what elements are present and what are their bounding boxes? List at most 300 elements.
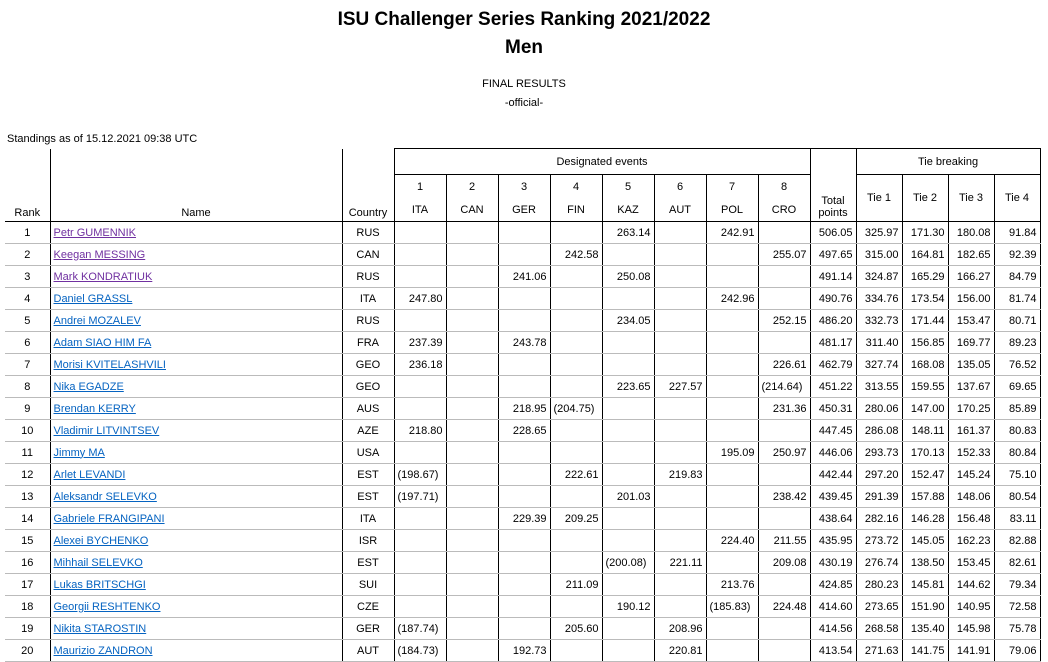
table-row [5,288,1040,310]
total-points-cell: 413.54 [810,640,856,662]
skater-link[interactable]: Morisi KVITELASHVILI [53,358,166,371]
event-score-cell [394,398,446,420]
tie-value-cell: 92.39 [994,244,1040,266]
skater-link[interactable]: Mihhail SELEVKO [53,556,143,569]
skater-link[interactable]: Maurizio ZANDRON [53,644,153,657]
event-score-cell [602,618,654,640]
tie-value-cell: 171.30 [902,222,948,244]
rank-cell: 13 [5,486,50,508]
tie-value-cell: 72.58 [994,596,1040,618]
tie-value-cell: 276.74 [856,552,902,574]
table-row [5,310,1040,332]
event-score-cell [446,332,498,354]
event-score-cell [758,288,810,310]
tie-value-cell: 159.55 [902,376,948,398]
event-score-cell: 238.42 [758,486,810,508]
event-score-cell [654,398,706,420]
tie-value-cell: 146.28 [902,508,948,530]
tie-value-cell: 145.24 [948,464,994,486]
tie-value-cell: 170.25 [948,398,994,420]
rank-cell: 12 [5,464,50,486]
country-cell: CAN [342,244,394,266]
event-score-cell [602,332,654,354]
event-score-cell [394,310,446,332]
tie-value-cell: 91.84 [994,222,1040,244]
total-points-cell: 481.17 [810,332,856,354]
event-score-cell: 250.08 [602,266,654,288]
event-score-cell [446,288,498,310]
event-score-cell [550,420,602,442]
event-score-cell [706,486,758,508]
event-score-cell: 218.80 [394,420,446,442]
event-code: CRO [758,199,810,222]
final-results-label: FINAL RESULTS [482,78,566,90]
name-cell [50,420,342,442]
event-score-cell [654,486,706,508]
skater-link[interactable]: Andrei MOZALEV [53,314,141,327]
event-score-cell [550,530,602,552]
tie-value-cell: 80.54 [994,486,1040,508]
table-row [5,332,1040,354]
table-row [5,596,1040,618]
event-score-cell [394,266,446,288]
name-cell [50,574,342,596]
event-score-cell [446,376,498,398]
event-score-cell: 192.73 [498,640,550,662]
tie-value-cell: 81.74 [994,288,1040,310]
country-cell: RUS [342,310,394,332]
tie-value-cell: 297.20 [856,464,902,486]
event-score-cell [446,222,498,244]
event-score-cell: 209.25 [550,508,602,530]
rank-header: Rank [5,149,50,222]
event-code: POL [706,199,758,222]
event-number: 5 [602,175,654,200]
total-points-cell: 435.95 [810,530,856,552]
tie-header: Tie 4 [994,175,1040,222]
tie-value-cell: 80.84 [994,442,1040,464]
event-score-cell: 242.96 [706,288,758,310]
event-score-cell: 241.06 [498,266,550,288]
event-score-cell [602,354,654,376]
event-score-cell [706,552,758,574]
total-points-cell: 451.22 [810,376,856,398]
tie-value-cell: 75.10 [994,464,1040,486]
skater-link[interactable]: Alexei BYCHENKO [53,534,149,547]
tie-value-cell: 152.47 [902,464,948,486]
skater-link[interactable]: Keegan MESSING [53,248,146,261]
event-score-cell [654,530,706,552]
page-title: ISU Challenger Series Ranking 2021/2022 [337,9,711,30]
tie-value-cell: 286.08 [856,420,902,442]
tie-value-cell: 166.27 [948,266,994,288]
event-score-cell: 219.83 [654,464,706,486]
event-score-cell: 208.96 [654,618,706,640]
event-score-cell [706,640,758,662]
rank-cell: 5 [5,310,50,332]
event-score-cell [654,266,706,288]
event-score-cell: 223.65 [602,376,654,398]
name-header: Name [50,149,342,222]
country-cell: ISR [342,530,394,552]
event-score-cell [758,420,810,442]
rank-cell: 20 [5,640,50,662]
skater-link[interactable]: Nika EGADZE [53,380,124,393]
rank-cell: 15 [5,530,50,552]
event-score-cell [498,618,550,640]
event-score-cell [550,596,602,618]
skater-link[interactable]: Petr GUMENNIK [53,226,137,239]
table-row [5,552,1040,574]
table-row [5,574,1040,596]
tie-value-cell: 69.65 [994,376,1040,398]
event-score-cell [550,376,602,398]
tie-value-cell: 324.87 [856,266,902,288]
country-cell: EST [342,552,394,574]
tie-value-cell: 79.34 [994,574,1040,596]
tie-value-cell: 156.48 [948,508,994,530]
tie-value-cell: 273.72 [856,530,902,552]
event-score-cell [654,508,706,530]
rank-cell: 9 [5,398,50,420]
total-points-cell: 486.20 [810,310,856,332]
country-cell: AZE [342,420,394,442]
event-score-cell [706,464,758,486]
rank-cell: 7 [5,354,50,376]
event-score-cell [446,618,498,640]
event-score-cell [654,222,706,244]
tie-value-cell: 137.67 [948,376,994,398]
tie-value-cell: 311.40 [856,332,902,354]
event-score-cell [758,266,810,288]
event-score-cell: 247.80 [394,288,446,310]
table-row [5,486,1040,508]
official-label: -official- [504,97,544,109]
tie-value-cell: 180.08 [948,222,994,244]
country-cell: GEO [342,354,394,376]
total-points-cell: 430.19 [810,552,856,574]
event-score-cell: 242.91 [706,222,758,244]
event-score-cell [550,552,602,574]
event-score-cell [446,442,498,464]
event-code: GER [498,199,550,222]
rank-cell: 11 [5,442,50,464]
country-header: Country [342,149,394,222]
name-cell [50,508,342,530]
tie-value-cell: 138.50 [902,552,948,574]
tie-value-cell: 84.79 [994,266,1040,288]
rank-cell: 14 [5,508,50,530]
country-cell: USA [342,442,394,464]
event-score-cell: (187.74) [394,618,446,640]
tie-value-cell: 83.11 [994,508,1040,530]
event-code: KAZ [602,199,654,222]
name-cell [50,530,342,552]
total-points-cell: 491.14 [810,266,856,288]
event-score-cell [394,442,446,464]
event-score-cell [706,618,758,640]
skater-link[interactable]: Vladimir LITVINTSEV [53,424,160,437]
event-score-cell [550,332,602,354]
tie-value-cell: 313.55 [856,376,902,398]
total-points-cell: 438.64 [810,508,856,530]
event-score-cell [446,310,498,332]
tie-value-cell: 144.62 [948,574,994,596]
name-cell [50,354,342,376]
skater-link[interactable]: Mark KONDRATIUK [53,270,153,283]
name-cell [50,464,342,486]
event-code: ITA [394,199,446,222]
skater-link[interactable]: Arlet LEVANDI [53,468,126,481]
table-row [5,618,1040,640]
event-score-cell [602,244,654,266]
event-score-cell: 211.55 [758,530,810,552]
event-score-cell [706,244,758,266]
total-points-cell: 462.79 [810,354,856,376]
event-score-cell [550,640,602,662]
event-score-cell: 243.78 [498,332,550,354]
table-row [5,530,1040,552]
name-cell [50,596,342,618]
table-row [5,376,1040,398]
event-number: 1 [394,175,446,200]
table-row [5,244,1040,266]
event-score-cell [654,354,706,376]
event-score-cell: 226.61 [758,354,810,376]
total-points-cell: 490.76 [810,288,856,310]
skater-link[interactable]: Aleksandr SELEVKO [53,490,157,503]
event-score-cell: 229.39 [498,508,550,530]
country-cell: GEO [342,376,394,398]
event-score-cell: 222.61 [550,464,602,486]
tie-header: Tie 3 [948,175,994,222]
total-points-cell: 414.56 [810,618,856,640]
tie-value-cell: 153.45 [948,552,994,574]
event-score-cell: 205.60 [550,618,602,640]
rank-cell: 1 [5,222,50,244]
event-score-cell [706,420,758,442]
total-points-cell: 450.31 [810,398,856,420]
event-score-cell: 263.14 [602,222,654,244]
event-score-cell [498,288,550,310]
tie-value-cell: 152.33 [948,442,994,464]
event-score-cell [498,596,550,618]
event-score-cell [550,266,602,288]
event-score-cell [654,332,706,354]
name-cell [50,332,342,354]
name-cell [50,552,342,574]
name-cell [50,486,342,508]
event-score-cell: 218.95 [498,398,550,420]
event-score-cell [550,442,602,464]
page-subtitle: Men [505,37,543,58]
event-score-cell [602,288,654,310]
rank-cell: 17 [5,574,50,596]
country-cell: RUS [342,222,394,244]
event-score-cell: 227.57 [654,376,706,398]
event-score-cell [498,486,550,508]
tie-value-cell: 169.77 [948,332,994,354]
tie-value-cell: 148.06 [948,486,994,508]
name-cell [50,618,342,640]
event-score-cell [654,442,706,464]
tie-value-cell: 282.16 [856,508,902,530]
event-score-cell [498,222,550,244]
name-cell [50,266,342,288]
event-score-cell [498,310,550,332]
tie-value-cell: 325.97 [856,222,902,244]
event-score-cell [446,464,498,486]
skater-link[interactable]: Daniel GRASSL [53,292,133,305]
event-number: 2 [446,175,498,200]
event-score-cell [550,310,602,332]
event-score-cell [394,222,446,244]
tie-value-cell: 156.00 [948,288,994,310]
event-score-cell [602,508,654,530]
total-points-cell: 442.44 [810,464,856,486]
tie-value-cell: 291.39 [856,486,902,508]
tie-value-cell: 85.89 [994,398,1040,420]
tie-value-cell: 161.37 [948,420,994,442]
rank-cell: 19 [5,618,50,640]
tie-value-cell: 273.65 [856,596,902,618]
event-score-cell [446,530,498,552]
tie-value-cell: 168.08 [902,354,948,376]
tie-value-cell: 268.58 [856,618,902,640]
skater-link[interactable]: Jimmy MA [53,446,105,459]
event-score-cell [706,310,758,332]
name-cell [50,398,342,420]
event-score-cell [550,354,602,376]
country-cell: EST [342,486,394,508]
tie-value-cell: 164.81 [902,244,948,266]
table-row [5,222,1040,244]
event-score-cell [602,530,654,552]
event-score-cell [706,376,758,398]
event-score-cell [446,244,498,266]
table-row [5,508,1040,530]
tie-value-cell: 148.11 [902,420,948,442]
tie-value-cell: 171.44 [902,310,948,332]
tie-value-cell: 332.73 [856,310,902,332]
tie-value-cell: 75.78 [994,618,1040,640]
event-score-cell [706,332,758,354]
country-cell: ITA [342,508,394,530]
country-cell: FRA [342,332,394,354]
skater-link[interactable]: Gabriele FRANGIPANI [53,512,165,525]
event-score-cell [706,354,758,376]
table-row [5,354,1040,376]
rank-cell: 2 [5,244,50,266]
tie-value-cell: 80.83 [994,420,1040,442]
tie-value-cell: 135.05 [948,354,994,376]
tie-value-cell: 80.71 [994,310,1040,332]
event-score-cell [758,508,810,530]
event-score-cell: 190.12 [602,596,654,618]
event-score-cell [654,310,706,332]
event-score-cell: 252.15 [758,310,810,332]
rank-cell: 16 [5,552,50,574]
tie-value-cell: 79.06 [994,640,1040,662]
total-points-cell: 424.85 [810,574,856,596]
table-row [5,398,1040,420]
event-score-cell: 237.39 [394,332,446,354]
skater-link[interactable]: Georgii RESHTENKO [53,600,161,613]
tie-value-cell: 293.73 [856,442,902,464]
name-cell [50,442,342,464]
country-cell: AUS [342,398,394,420]
event-score-cell: 213.76 [706,574,758,596]
skater-link[interactable]: Nikita STAROSTIN [53,622,147,635]
event-score-cell [498,530,550,552]
table-row [5,464,1040,486]
event-score-cell [602,442,654,464]
tie-value-cell: 162.23 [948,530,994,552]
event-score-cell [602,464,654,486]
event-number: 6 [654,175,706,200]
event-score-cell [654,244,706,266]
total-points-cell: 439.45 [810,486,856,508]
tie-value-cell: 182.65 [948,244,994,266]
tie-value-cell: 170.13 [902,442,948,464]
tie-value-cell: 151.90 [902,596,948,618]
name-cell [50,244,342,266]
event-score-cell [394,552,446,574]
event-score-cell [550,222,602,244]
tie-value-cell: 89.23 [994,332,1040,354]
name-cell [50,376,342,398]
event-score-cell: (204.75) [550,398,602,420]
tie-value-cell: 82.61 [994,552,1040,574]
event-score-cell: 224.48 [758,596,810,618]
ranking-rows [5,222,1040,662]
event-score-cell [446,420,498,442]
event-score-cell [602,574,654,596]
event-number: 8 [758,175,810,200]
name-cell [50,222,342,244]
event-number: 4 [550,175,602,200]
event-score-cell [706,508,758,530]
event-score-cell [758,464,810,486]
event-score-cell [758,574,810,596]
table-row [5,420,1040,442]
tie-value-cell: 173.54 [902,288,948,310]
event-score-cell [498,376,550,398]
event-score-cell [446,640,498,662]
event-score-cell: 228.65 [498,420,550,442]
rank-cell: 8 [5,376,50,398]
skater-link[interactable]: Lukas BRITSCHGI [53,578,146,591]
event-score-cell: 250.97 [758,442,810,464]
skater-link[interactable]: Adam SIAO HIM FA [53,336,152,349]
skater-link[interactable]: Brendan KERRY [53,402,136,415]
event-score-cell [446,508,498,530]
event-score-cell [498,354,550,376]
event-score-cell [446,596,498,618]
event-score-cell [550,486,602,508]
tie-value-cell: 140.95 [948,596,994,618]
event-score-cell [654,574,706,596]
event-score-cell [654,420,706,442]
event-score-cell [758,332,810,354]
total-points-cell: 414.60 [810,596,856,618]
tie-value-cell: 145.81 [902,574,948,596]
tie-value-cell: 280.06 [856,398,902,420]
event-code: FIN [550,199,602,222]
total-points-header: Total points [810,149,856,222]
event-score-cell [550,288,602,310]
tie-value-cell: 327.74 [856,354,902,376]
